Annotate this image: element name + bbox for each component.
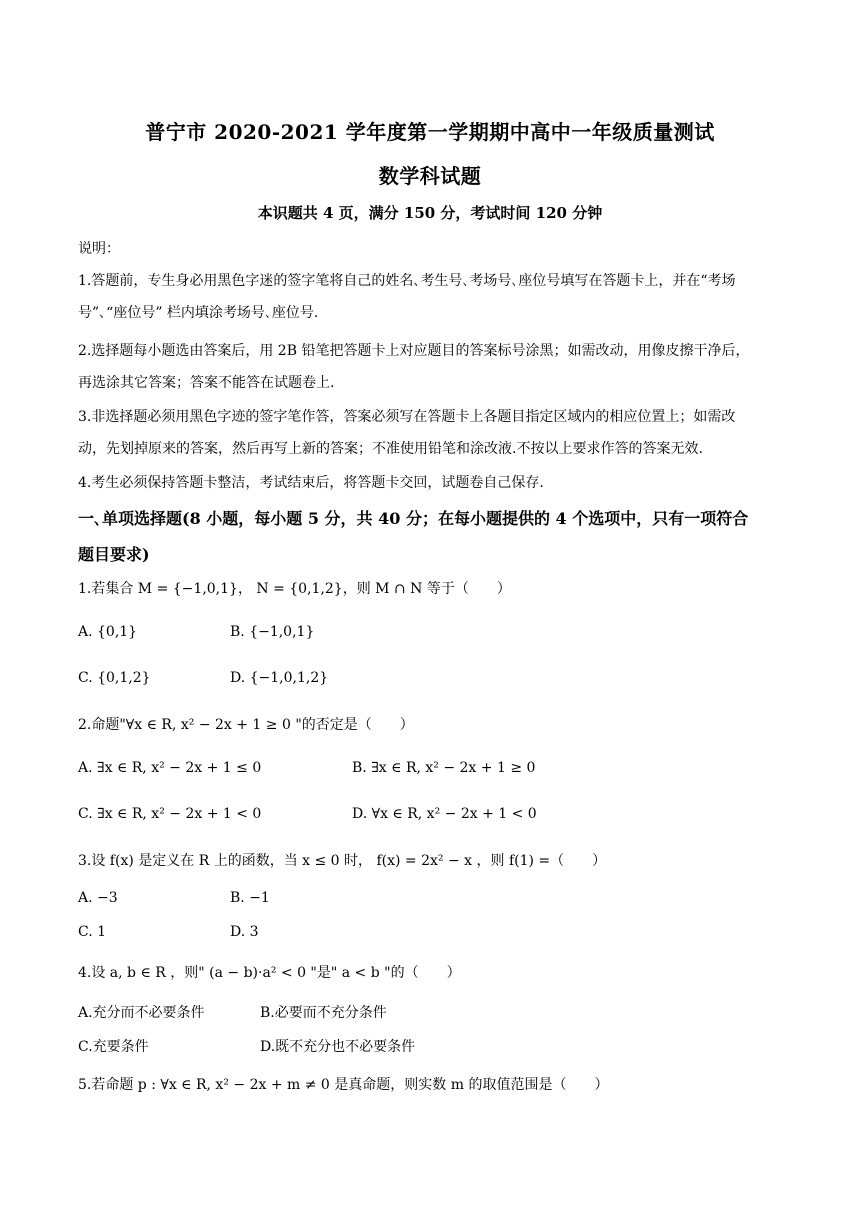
q1-option-c: C. {0,1,2} (78, 670, 151, 686)
instruction-line: 号”､“座位号” 栏内填涂考场号､座位号. (78, 305, 319, 321)
q1-option-d: D. {−1,0,1,2} (230, 670, 329, 686)
q2-option-c: C. ∃x ∈ R, x² − 2x + 1 < 0 (78, 806, 262, 822)
question-3-stem: 3.设 f(x) 是定义在 R 上的函数，当 x ≤ 0 时， f(x) = 2x² − x ，则 f(1) =（ ） (78, 853, 607, 869)
instruction-line: 动，先划掉原来的答案，然后再写上新的答案；不准使用铅笔和涂改液.不按以上要求作答的答案无效. (78, 441, 703, 457)
q4-option-b: B.必要而不充分条件 (260, 1005, 387, 1021)
question-2-stem: 2.命题"∀x ∈ R, x² − 2x + 1 ≥ 0 "的否定是（ ） (78, 717, 414, 733)
q2-option-a: A. ∃x ∈ R, x² − 2x + 1 ≤ 0 (78, 760, 262, 776)
q3-option-a: A. −3 (78, 890, 118, 906)
q3-option-c: C. 1 (78, 924, 107, 940)
instruction-line: 2.选择题每小题选由答案后，用 2B 铅笔把答题卡上对应题目的答案标号涂黑；如需改动，用像皮擦干净后， (78, 343, 750, 359)
exam-subject: 数学科试题 (378, 164, 482, 188)
section-heading-cont: 题目要求) (78, 545, 150, 564)
instruction-line: 1.答题前，专生身必用黑色字迷的签字笔将自己的姓名､考生号､考场号､座位号填写在答题卡上，并在“考场 (78, 273, 736, 289)
q4-option-a: A.充分而不必要条件 (78, 1005, 205, 1021)
instruction-line: 再选涂其它答案；答案不能答在试题卷上. (78, 375, 335, 391)
exam-info: 本识题共 4 页，满分 150 分，考试时间 120 分钟 (257, 204, 603, 222)
q3-option-d: D. 3 (230, 924, 259, 940)
section-heading: 一､单项选择题(8 小题，每小题 5 分，共 40 分；在每小题提供的 4 个选项中，只有一项符合 (78, 509, 749, 528)
question-5-stem: 5.若命题 p : ∀x ∈ R, x² − 2x + m ≠ 0 是真命题，则实数 m 的取值范围是（ ） (78, 1077, 609, 1093)
exam-title: 普宁市 2020-2021 学年度第一学期期中高中一年级质量测试 (145, 120, 715, 144)
q4-option-c: C.充要条件 (78, 1039, 149, 1055)
q3-option-b: B. −1 (230, 890, 270, 906)
q1-option-a: A. {0,1} (78, 624, 138, 640)
q2-option-d: D. ∀x ∈ R, x² − 2x + 1 < 0 (352, 806, 537, 822)
instruction-line: 3.非选择题必须用黑色字迹的签字笔作答，答案必须写在答题卡上各题目指定区域内的相应位置上；如需改 (78, 409, 736, 425)
instruction-line: 4.考生必须保持答题卡整洁，考试结束后，将答题卡交回，试题卷自己保存. (78, 475, 544, 491)
q1-option-b: B. {−1,0,1} (230, 624, 315, 640)
question-1-stem: 1.若集合 M = {−1,0,1}， N = {0,1,2}，则 M ∩ N 等于（ ） (78, 581, 511, 597)
q4-option-d: D.既不充分也不必要条件 (260, 1039, 416, 1055)
instructions-heading: 说明： (78, 241, 120, 257)
q2-option-b: B. ∃x ∈ R, x² − 2x + 1 ≥ 0 (352, 760, 536, 776)
question-4-stem: 4.设 a, b ∈ R ，则" (a − b)·a² < 0 "是" a < b "的（ ） (78, 965, 461, 981)
